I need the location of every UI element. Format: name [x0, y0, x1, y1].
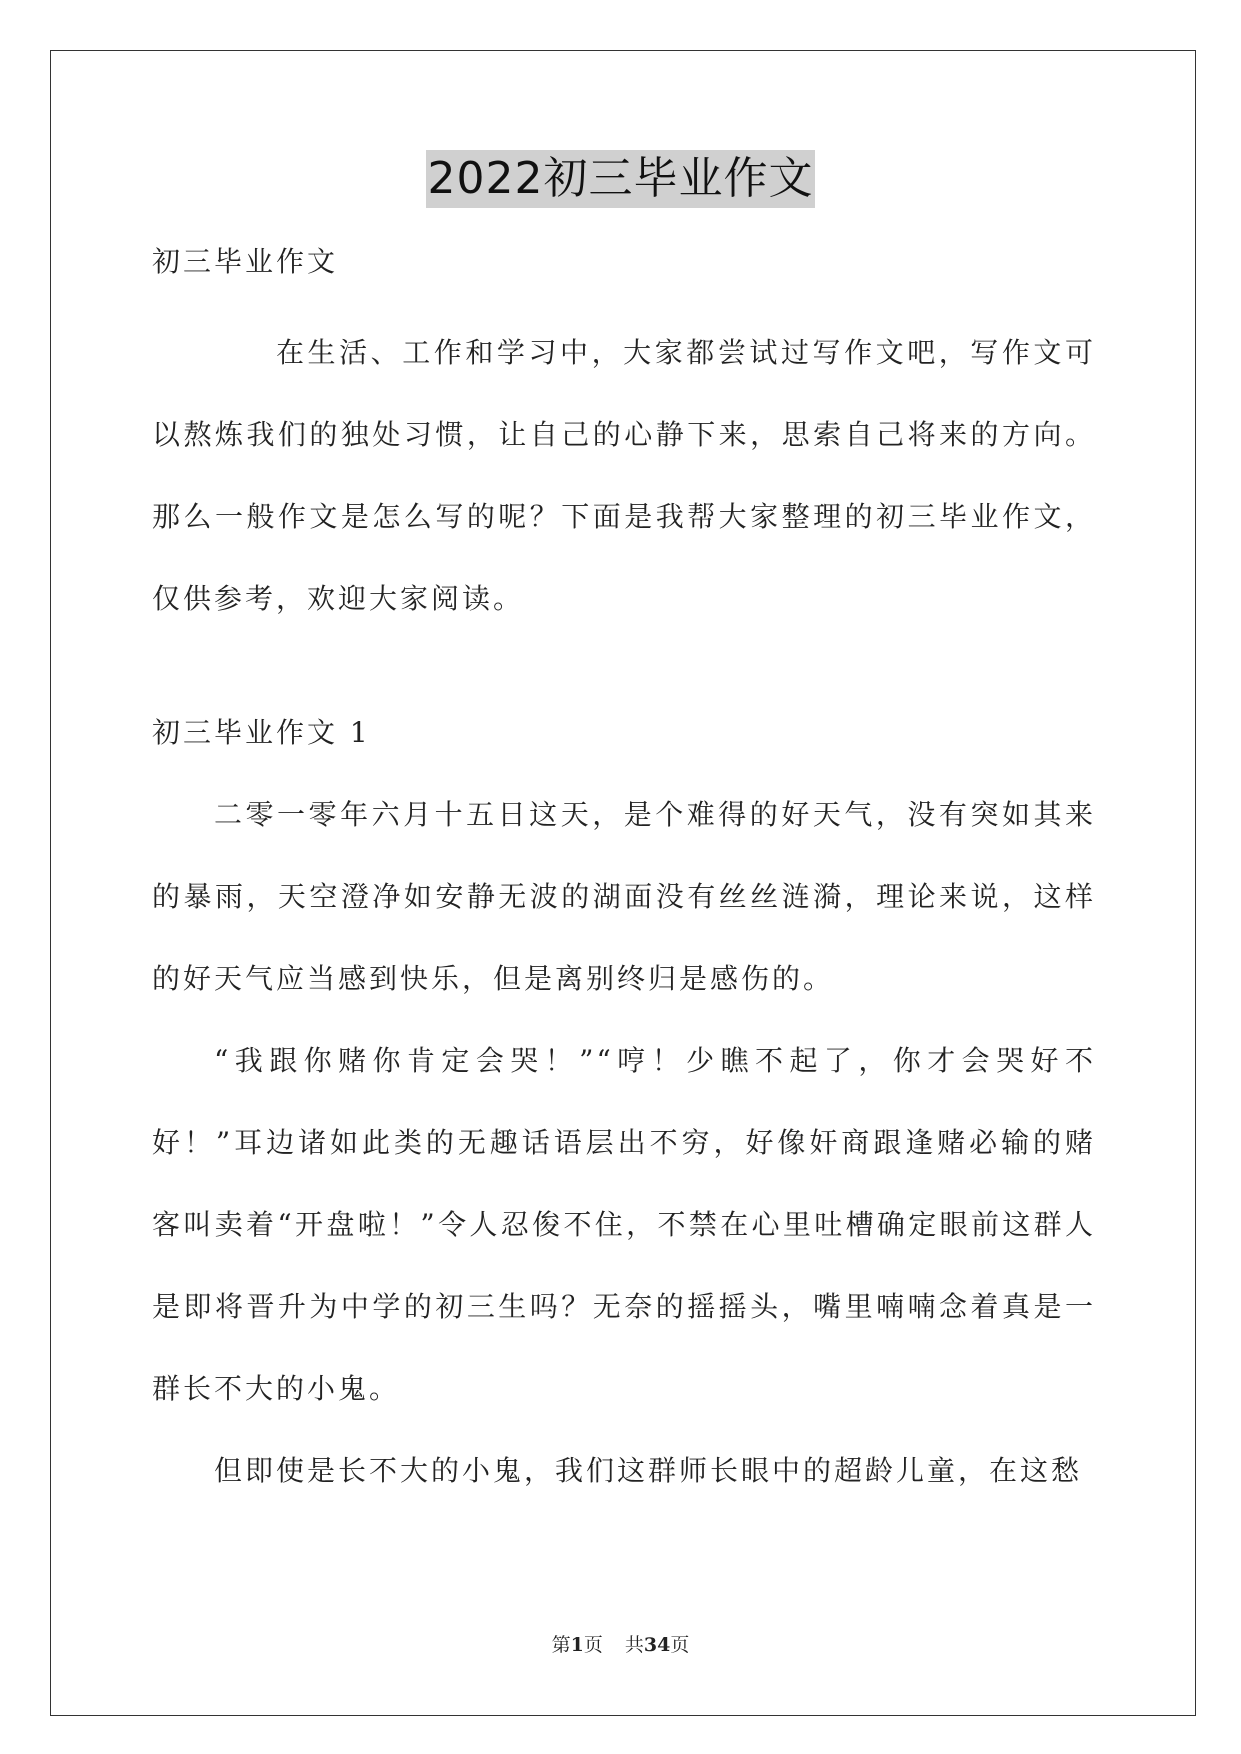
title-area — [0, 150, 1241, 208]
page-suffix: 页 — [583, 1634, 603, 1656]
document-title: 2022初三毕业作文 — [426, 150, 816, 208]
document-subtitle: 初三毕业作文 — [152, 245, 339, 278]
total-pages: 34 — [643, 1634, 671, 1656]
intro-paragraph: 在生活、工作和学习中，大家都尝试过写作文吧，写作文可以熬炼我们的独处习惯，让自己的心静下来，思索自己将来的方向。那么一般作文是怎么写的呢？下面是我帮大家整理的初三毕业作文，仅供参考，欢迎大家阅读。 — [152, 336, 1096, 615]
total-prefix: 共 — [624, 1634, 644, 1656]
body-paragraph-2: “我跟你赌你肯定会哭！”“哼！少瞧不起了，你才会哭好不好！”耳边诸如此类的无趣话语层出不穷，好像奸商跟逢赌必输的赌客叫卖着“开盘啦！”令人忍俊不住，不禁在心里吐槽确定眼前这群人是即将晋升为中学的初三生吗？无奈的摇摇头，嘴里喃喃念着真是一群长不大的小鬼。 — [152, 1044, 1096, 1405]
body-paragraph-3: 但即使是长不大的小鬼，我们这群师长眼中的超龄儿童，在这愁 — [214, 1454, 1083, 1487]
body-paragraph-1: 二零一零年六月十五日这天，是个难得的好天气，没有突如其来的暴雨，天空澄净如安静无波的湖面没有丝丝涟漪，理论来说，这样的好天气应当感到快乐，但是离别终归是感伤的。 — [152, 798, 1096, 995]
document-body — [152, 240, 1096, 1512]
total-suffix: 页 — [670, 1634, 690, 1656]
page-number: 1 — [570, 1634, 584, 1656]
page-footer — [0, 1630, 1241, 1657]
page-prefix: 第 — [551, 1634, 571, 1656]
section-heading: 初三毕业作文 1 — [152, 716, 371, 749]
